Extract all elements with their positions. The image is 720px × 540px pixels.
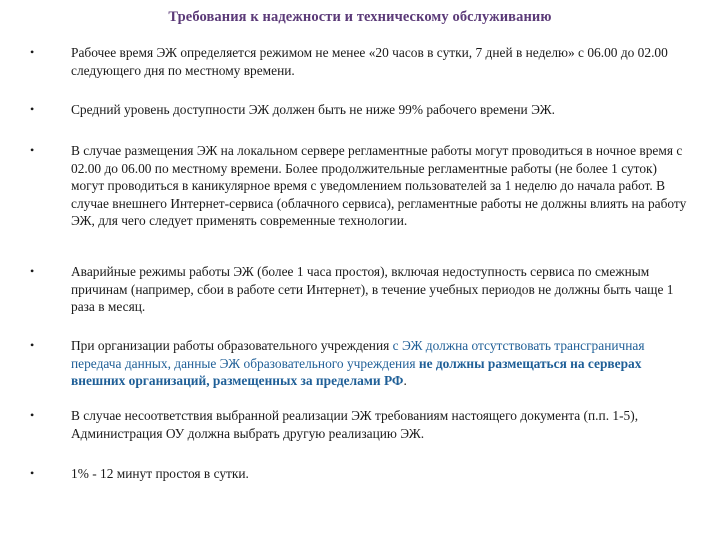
bullet-icon: • (30, 102, 35, 116)
list-item (30, 142, 690, 230)
bullet-text: Средний уровень доступности ЭЖ должен быть не ниже 99% рабочего времени ЭЖ. (71, 102, 555, 117)
list-item (30, 407, 690, 442)
bullet-icon: • (30, 143, 35, 157)
bullet-text (71, 337, 690, 390)
list-item (30, 263, 690, 316)
bullet-text-highlight: с ЭЖ должна отсутствовать трансграничная передача данных, данные ЭЖ образовательного учреждения (71, 338, 645, 371)
bullet-text-end: . (403, 373, 407, 388)
list-item (30, 44, 690, 79)
bullet-text: В случае несоответствия выбранной реализации ЭЖ требованиям настоящего документа (п.п. 1-5), Администрация ОУ должна выбрать другую реализацию ЭЖ. (71, 408, 639, 441)
bullet-text-plain: При организации работы образовательного учреждения (71, 338, 393, 353)
bullet-text-highlight-bold: не должны размещаться на серверах внешних организаций, размещенных за пределами РФ (71, 355, 642, 388)
bullet-text: Рабочее время ЭЖ определяется режимом не менее «20 часов в сутки, 7 дней в неделю» с 06.00 до 02.00 следующего дня по местному времени. (71, 45, 668, 78)
bullet-text: Аварийные режимы работы ЭЖ (более 1 часа простоя), включая недоступность сервиса по смежным причинам (например, сбои в работе сети Интернет), в течение учебных периодов не должны быть чаще 1 раза в месяц. (71, 264, 674, 314)
bullet-icon: • (30, 264, 35, 278)
list-item (30, 337, 690, 390)
bullet-icon: • (30, 338, 35, 352)
bullet-icon: • (30, 466, 35, 480)
page-title: Требования к надежности и техническому обслуживанию (168, 9, 552, 25)
bullet-text: 1% - 12 минут простоя в сутки. (71, 466, 249, 481)
list-item (30, 101, 690, 119)
bullet-icon: • (30, 408, 35, 422)
bullet-icon: • (30, 45, 35, 59)
bullet-text: В случае размещения ЭЖ на локальном сервере регламентные работы могут проводиться в ночное время с 02.00 до 06.00 по местному времени. Более продолжительные регламентные работы (не более 1 суток) могут проводиться в каникулярное время с уведомлением пользователей за 1 неделю до начала работ. В случае внешнего Интернет-сервиса (облачного сервиса), регламентные работы не должны влиять на работу ЭЖ, для чего следует применять современные технологии. (71, 143, 687, 228)
list-item (30, 465, 690, 483)
